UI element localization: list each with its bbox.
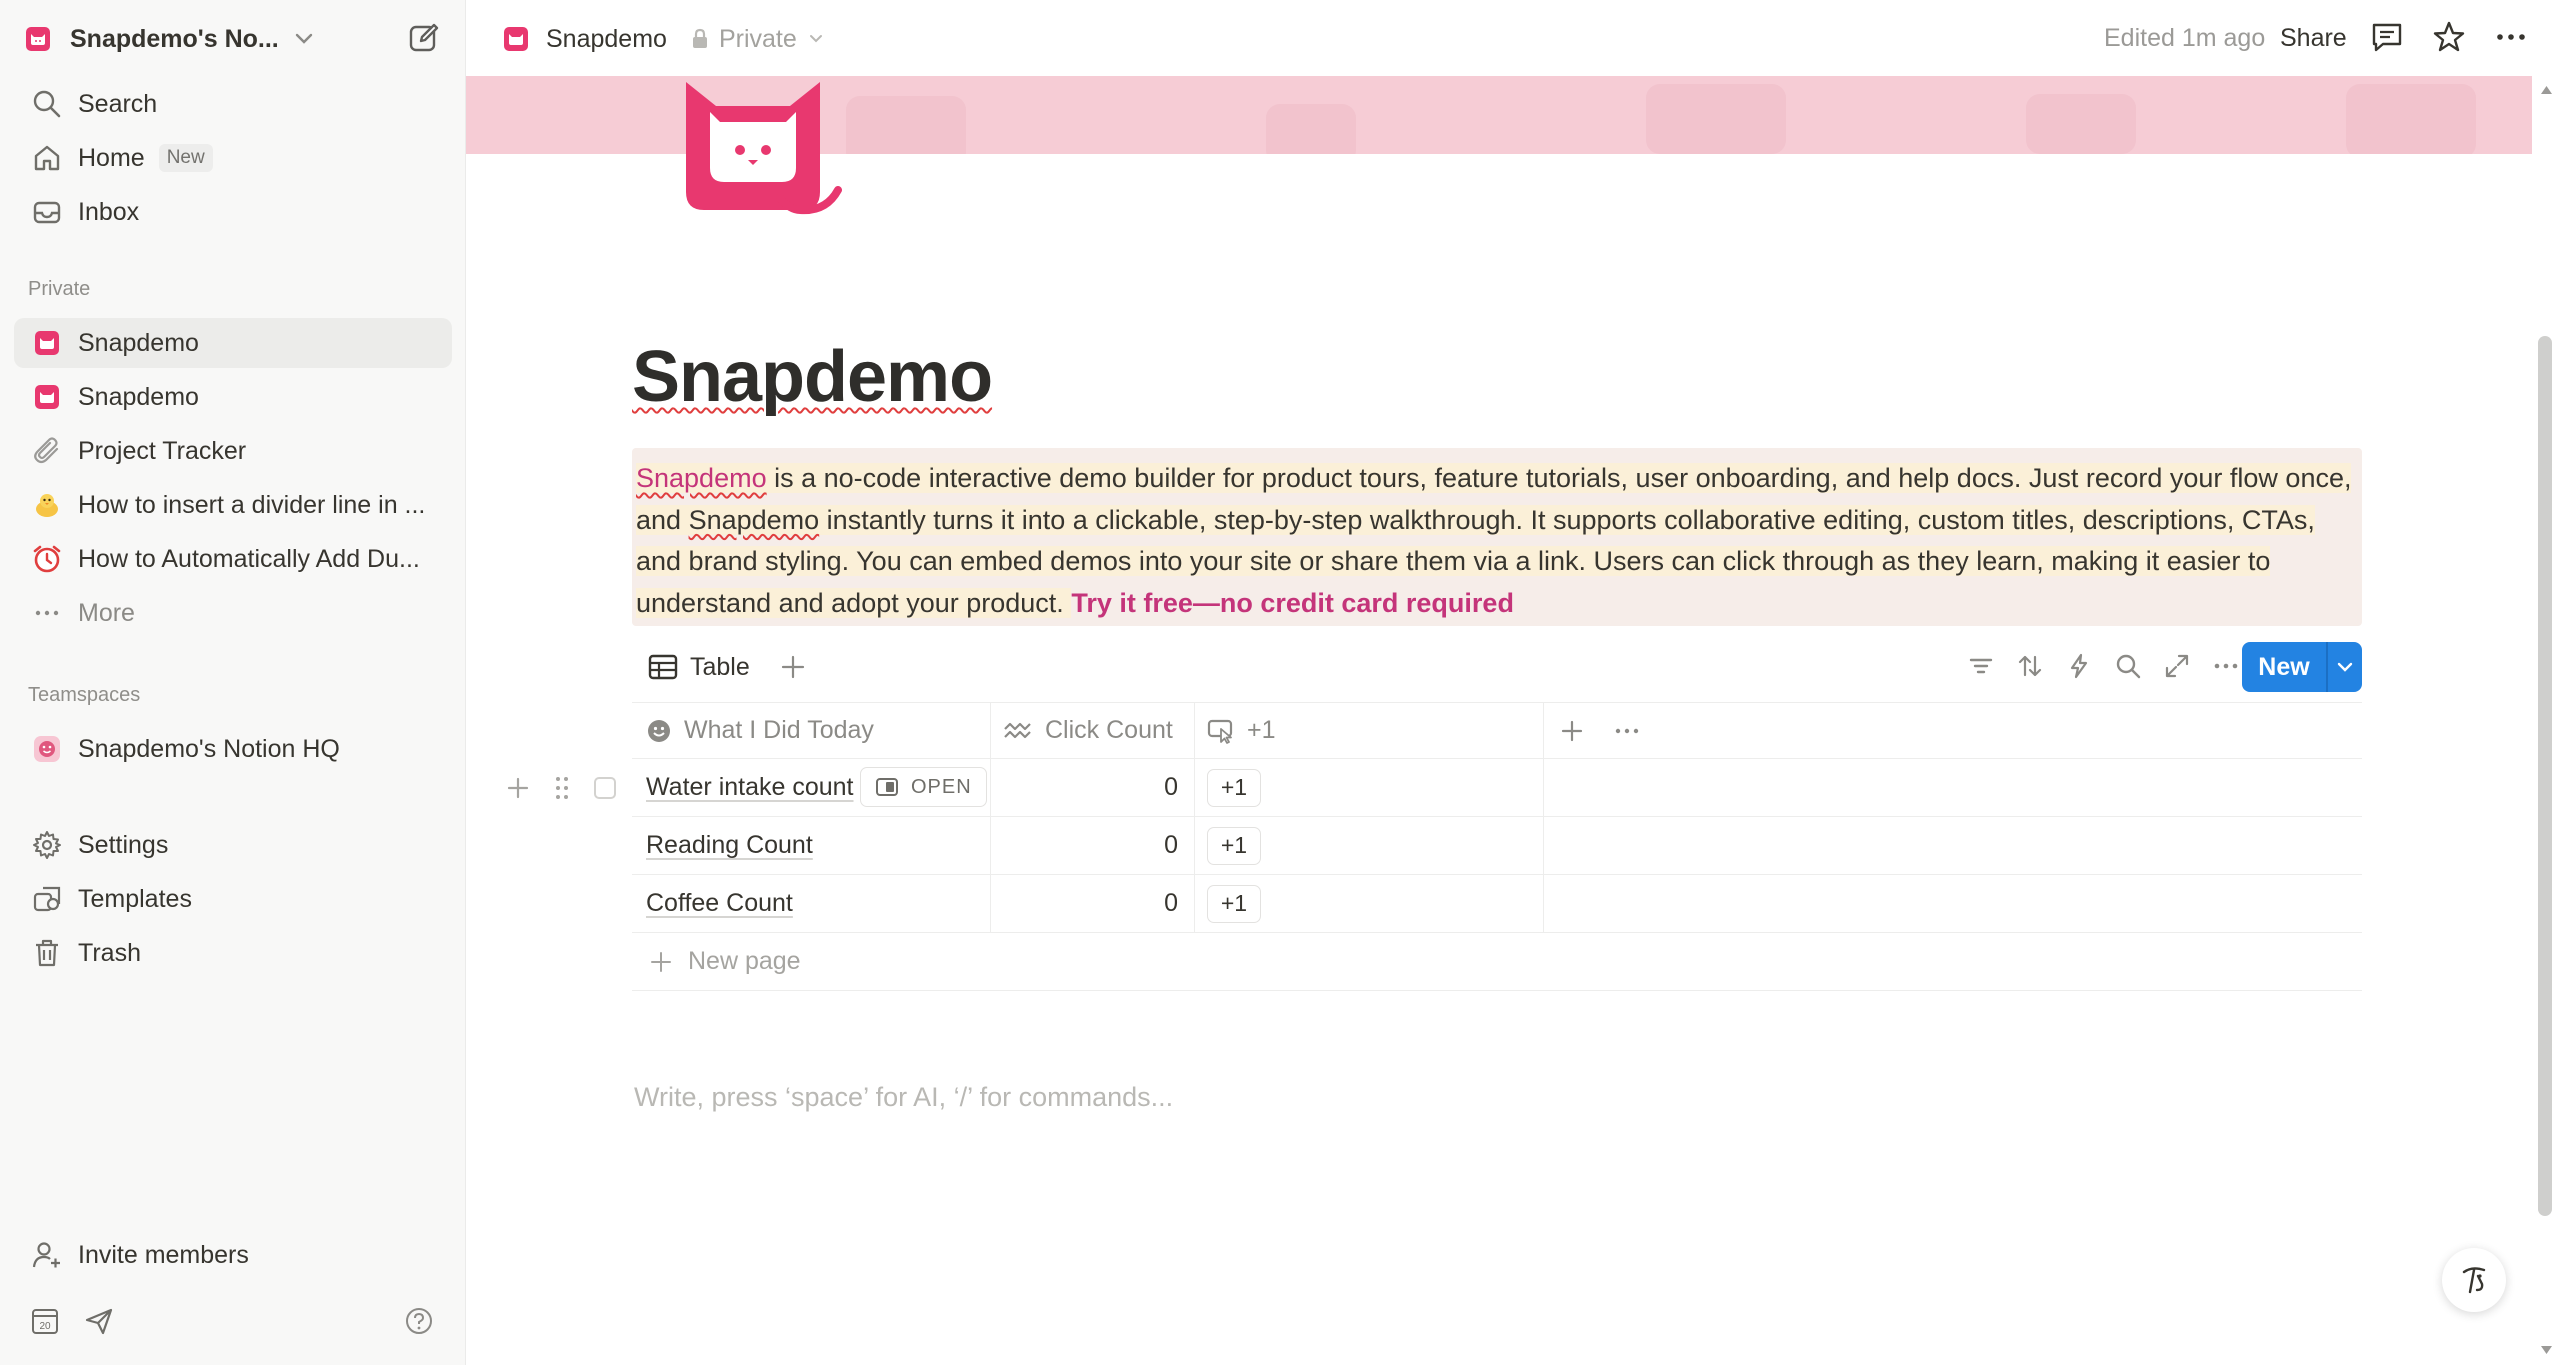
cell-plus-one (1194, 759, 1543, 816)
add-property-plus-icon[interactable] (1560, 719, 1584, 743)
private-section-label: Private (28, 278, 91, 300)
empty-block-placeholder[interactable]: Write, press ‘space’ for AI, ‘/’ for commands... (634, 1082, 1174, 1112)
formula-wave-icon (1003, 719, 1033, 743)
sidebar-page-snapdemo-2[interactable] (14, 372, 452, 422)
calendar-icon[interactable] (30, 1306, 60, 1336)
inbox-icon (30, 195, 64, 229)
snapdemo-cat-icon (30, 326, 64, 360)
table-header-row (632, 702, 2362, 759)
page-title[interactable]: Snapdemo (632, 337, 993, 417)
page-label: Project Tracker (78, 436, 247, 465)
ai-face-icon (2456, 1262, 2492, 1298)
new-button-label[interactable]: New (2242, 642, 2328, 692)
snapdemo-cat-icon (26, 27, 50, 51)
more-options-icon[interactable] (1614, 719, 1640, 743)
cell-plus-one (1194, 875, 1543, 932)
chevron-down-icon[interactable] (2328, 642, 2362, 692)
breadcrumb-title: Snapdemo (546, 24, 667, 53)
lock-icon (691, 28, 709, 50)
sidebar-page-divider-guide[interactable] (14, 480, 452, 530)
sidebar-search-label: Search (78, 89, 158, 118)
cell-empty (1543, 817, 2362, 874)
star-icon[interactable] (2432, 20, 2466, 54)
drag-handle-icon[interactable] (554, 775, 570, 801)
automation-lightning-icon[interactable] (2054, 652, 2103, 680)
comments-icon[interactable] (2370, 20, 2404, 54)
database-table (632, 702, 2362, 991)
trash-icon (30, 936, 64, 970)
new-page-compose-icon[interactable] (408, 22, 440, 54)
cell-name[interactable] (632, 875, 990, 932)
cta-link[interactable]: Try it free—no credit card required (1071, 587, 1514, 618)
page-label: How to Automatically Add Du... (78, 544, 420, 573)
column-header-what-i-did-today[interactable] (632, 703, 990, 758)
sidebar-settings[interactable] (14, 820, 452, 870)
sort-icon[interactable] (2005, 652, 2054, 680)
table-row[interactable] (632, 817, 2362, 875)
column-header-click-count[interactable] (990, 703, 1194, 758)
gear-icon (30, 828, 64, 862)
sidebar-page-auto-add[interactable] (14, 534, 452, 584)
sidebar-more-label: More (78, 598, 135, 627)
smiley-icon (646, 718, 672, 744)
click-count-value: 0 (1164, 831, 1178, 859)
plus-one-button[interactable]: +1 (1207, 885, 1261, 923)
sidebar (0, 0, 466, 1365)
snapdemo-cat-icon (30, 380, 64, 414)
plus-icon (650, 951, 672, 973)
sidebar-templates[interactable] (14, 874, 452, 924)
page-label: How to insert a divider line in ... (78, 490, 426, 519)
share-button[interactable]: Share (2280, 24, 2347, 52)
more-dots-icon (30, 596, 64, 630)
workspace-name: Snapdemo's No... (70, 24, 279, 53)
column-label: What I Did Today (684, 716, 874, 744)
sidebar-inbox-label: Inbox (78, 197, 140, 226)
sidebar-more[interactable] (14, 588, 452, 638)
cell-empty (1543, 875, 2362, 932)
column-header-plus-one[interactable] (1194, 703, 1543, 758)
paperclip-icon (30, 434, 64, 468)
sidebar-trash[interactable] (14, 928, 452, 978)
top-bar (466, 0, 2561, 76)
brand-mention: Snapdemo (688, 504, 820, 535)
filter-icon[interactable] (1956, 652, 2005, 680)
cell-name[interactable] (632, 759, 990, 816)
sidebar-inbox[interactable] (14, 187, 452, 237)
table-view-label: Table (690, 652, 750, 681)
column-label: Click Count (1045, 716, 1173, 744)
home-icon (30, 141, 64, 175)
new-badge: New (159, 144, 213, 172)
click-count-value: 0 (1164, 773, 1178, 801)
row-name[interactable]: Reading Count (646, 831, 813, 859)
new-page-label: New page (688, 947, 801, 975)
callout-block[interactable] (632, 448, 2362, 626)
sidebar-teamspace[interactable] (14, 724, 452, 774)
new-page-row[interactable] (632, 933, 2362, 991)
brand-link[interactable]: Snapdemo (636, 463, 767, 493)
row-name[interactable]: Water intake count (646, 773, 854, 801)
table-view-tab[interactable] (648, 648, 750, 686)
button-cursor-icon (1207, 718, 1235, 744)
cell-click-count[interactable] (990, 759, 1194, 816)
new-row-button[interactable] (2242, 642, 2362, 692)
expand-icon[interactable] (2152, 652, 2201, 680)
chevron-down-icon (295, 33, 313, 45)
teamspace-label: Snapdemo's Notion HQ (78, 734, 340, 763)
open-panel-icon (875, 777, 899, 797)
cell-empty (1543, 759, 2362, 816)
plus-one-button[interactable]: +1 (1207, 827, 1261, 865)
calendar-day: 20 (39, 1321, 51, 1332)
row-name[interactable]: Coffee Count (646, 889, 793, 917)
add-person-icon (30, 1238, 64, 1272)
teamspace-icon (30, 732, 64, 766)
snapdemo-cat-icon (504, 27, 528, 51)
add-row-plus-icon[interactable] (506, 776, 530, 800)
table-row[interactable] (632, 875, 2362, 933)
callout-text-part-1: is a no-code interactive demo builder for product tours, feature tutorials, user onboarding, and help docs. Just record your flow once, and (636, 463, 2352, 535)
database-toolbar (632, 640, 2362, 694)
teamspaces-section-label: Teamspaces (28, 684, 141, 706)
callout-text-part-2: instantly turns it into a clickable, step-by-step walkthrough. It supports collaborative editing, custom titles, descriptions, CTAs, and brand styling. You can embed demos into your site or share them via a link. Users can click through as they learn, making it easier to understand and adopt your product. (636, 504, 2315, 618)
cell-click-count[interactable] (990, 875, 1194, 932)
scrollbar-thumb[interactable] (2538, 336, 2552, 1216)
chevron-down-icon (809, 34, 823, 44)
cell-plus-one (1194, 817, 1543, 874)
row-controls (506, 759, 616, 816)
table-icon (648, 654, 678, 680)
more-options-icon[interactable] (2494, 20, 2528, 54)
privacy-label: Private (718, 24, 797, 53)
callout-text (636, 458, 2358, 624)
alarm-clock-icon (30, 542, 64, 576)
cell-click-count[interactable] (990, 817, 1194, 874)
breadcrumb[interactable] (504, 20, 823, 58)
column-header-actions (1543, 703, 2362, 758)
search-icon (30, 87, 64, 121)
sidebar-home[interactable] (14, 133, 452, 183)
cell-name[interactable] (632, 817, 990, 874)
sidebar-templates-label: Templates (78, 884, 192, 913)
sidebar-invite-label: Invite members (78, 1240, 249, 1269)
sidebar-page-project-tracker[interactable] (14, 426, 452, 476)
page-emoji-icon[interactable] (680, 72, 842, 216)
click-count-value: 0 (1164, 889, 1178, 917)
column-label: +1 (1247, 716, 1276, 744)
sidebar-search[interactable] (14, 79, 452, 129)
help-icon[interactable] (404, 1306, 434, 1336)
page-label: Snapdemo (78, 382, 199, 411)
workspace-switcher[interactable] (26, 18, 313, 60)
edited-timestamp: Edited 1m ago (2104, 24, 2266, 52)
templates-icon (30, 882, 64, 916)
row-checkbox[interactable] (594, 777, 616, 799)
plus-one-button[interactable]: +1 (1207, 769, 1261, 807)
chick-emoji-icon (30, 488, 64, 522)
sidebar-page-snapdemo-1[interactable] (14, 318, 452, 368)
send-icon[interactable] (84, 1306, 114, 1336)
ai-assistant-button[interactable] (2442, 1248, 2506, 1312)
search-icon[interactable] (2103, 652, 2152, 680)
open-page-button[interactable] (860, 767, 987, 807)
sidebar-trash-label: Trash (78, 938, 141, 967)
sidebar-invite-members[interactable] (14, 1230, 452, 1280)
open-label: OPEN (911, 775, 972, 798)
sidebar-settings-label: Settings (78, 830, 169, 859)
table-row[interactable] (632, 759, 2362, 817)
add-view-plus-icon[interactable] (780, 654, 806, 680)
sidebar-home-label: Home (78, 143, 145, 172)
page-label: Snapdemo (78, 328, 199, 357)
